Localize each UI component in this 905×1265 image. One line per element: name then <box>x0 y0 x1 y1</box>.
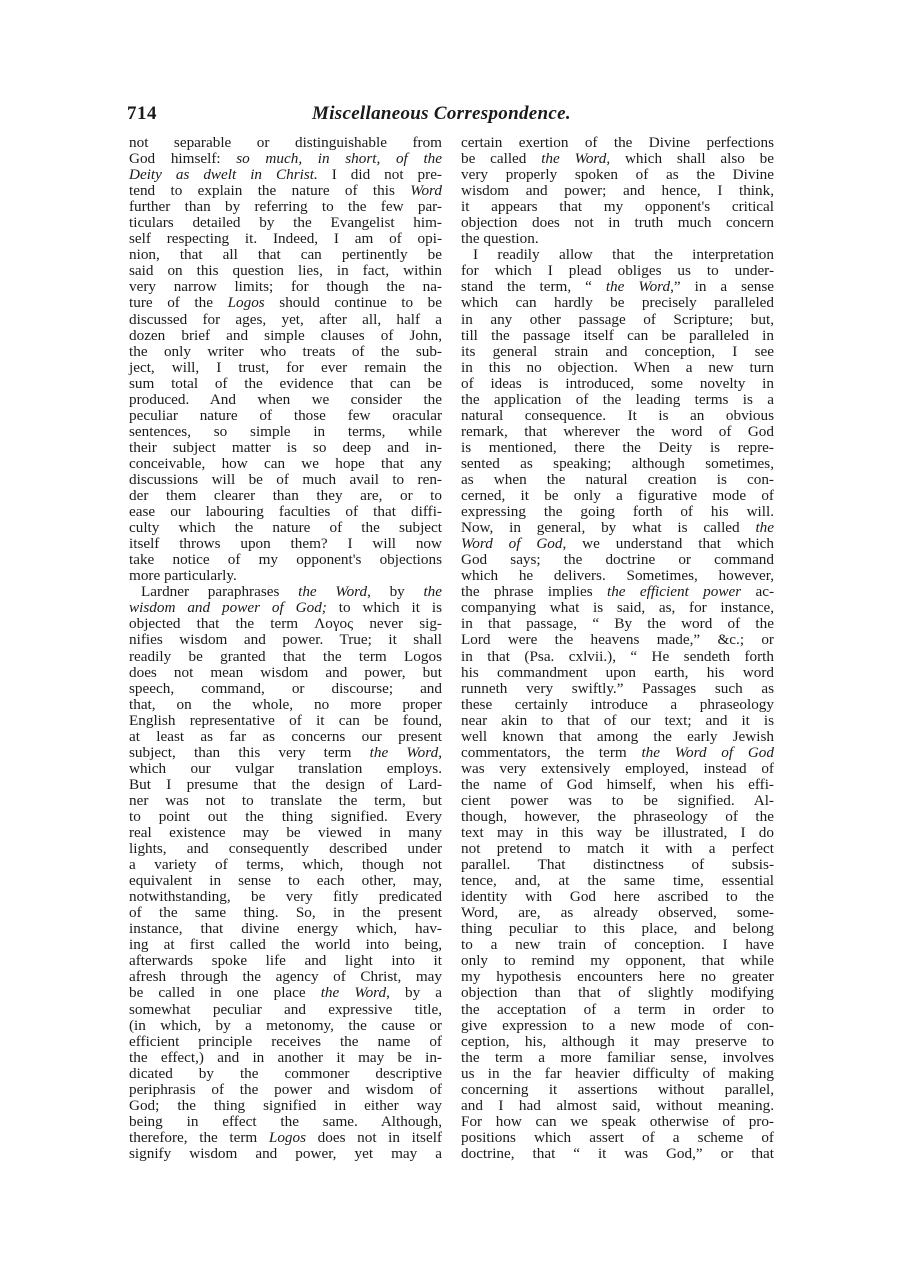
text-line: near akin to that of our text; and it is <box>461 711 774 729</box>
text-line: sum total of the evidence that can be <box>129 374 442 392</box>
text-line: ture of the Logos should continue to be <box>129 294 442 312</box>
text-line: ject, will, I trust, for ever remain the <box>129 358 442 376</box>
text-line: natural consequence. It is an obvious <box>461 406 774 424</box>
text-line: companying what is said, as, for instance, <box>461 599 774 617</box>
text-line: self respecting it. Indeed, I am of opi- <box>129 230 442 248</box>
text-line: to a new train of conception. I have <box>461 936 774 954</box>
text-line: the question. <box>461 230 539 248</box>
text-line: though, however, the phraseology of the <box>461 807 774 825</box>
text-line: the only writer who treats of the sub- <box>129 342 442 360</box>
text-line: (in which, by a metonomy, the cause or <box>129 1016 442 1034</box>
text-line: well known that among the early Jewish <box>461 727 774 745</box>
text-line: doctrine, that “ it was God,” or that <box>461 1144 774 1162</box>
text-line: be called the Word, which shall also be <box>461 150 774 168</box>
text-line: notwithstanding, be very fitly predicated <box>129 888 442 906</box>
text-line: ease our labouring faculties of that diffi- <box>129 503 442 521</box>
running-title: Miscellaneous Correspondence. <box>312 103 571 124</box>
text-line: cerned, it be only a figurative mode of <box>461 487 774 505</box>
text-line: instance, that divine energy which, hav- <box>129 920 442 938</box>
text-line: the acceptation of a term in order to <box>461 1000 774 1018</box>
text-column-left <box>129 135 442 1162</box>
text-line: readily be granted that the term Logos <box>129 647 442 665</box>
text-line: somewhat peculiar and expressive title, <box>129 1000 442 1018</box>
text-line: wisdom and power; and hence, I think, <box>461 182 774 200</box>
text-line: objected that the term Λογος never sig- <box>129 615 442 633</box>
text-line: der them clearer than they are, or to <box>129 487 442 505</box>
text-line: in that (Psa. cxlvii.), “ He sendeth forth <box>461 647 774 665</box>
text-line: dicated by the commoner descriptive <box>129 1064 442 1082</box>
text-line: positions which assert of a scheme of <box>461 1128 774 1146</box>
text-line: culty which the nature of the subject <box>129 519 442 537</box>
text-line: tend to explain the nature of this Word <box>129 182 442 200</box>
text-line: as when the natural creation is con- <box>461 470 774 488</box>
text-line: which he delivers. Sometimes, however, <box>461 567 774 585</box>
page-header <box>127 103 775 125</box>
italic-emphasis: the Word <box>298 583 368 601</box>
italic-emphasis: the Word of God <box>641 743 774 761</box>
text-line: in this no objection. When a new turn <box>461 358 774 376</box>
text-column-right <box>461 135 774 1162</box>
text-line: of ideas is introduced, some novelty in <box>461 374 774 392</box>
italic-emphasis: Word of God <box>461 535 563 553</box>
text-line: in any other passage of Scripture; but, <box>461 310 774 328</box>
page-number: 714 <box>127 103 157 124</box>
text-line: expressing the going forth of his will. <box>461 503 774 521</box>
text-line: afresh through the agency of Christ, may <box>129 968 442 986</box>
text-line: further than by referring to the few par- <box>129 198 442 216</box>
text-line: not separable or distinguishable from <box>129 134 442 151</box>
text-line: nion, that all that can pertinently be <box>129 246 442 264</box>
text-line: the phrase implies the efficient power ac- <box>461 583 774 601</box>
text-line: speech, command, or discourse; and <box>129 679 442 697</box>
text-line: very properly spoken of as the Divine <box>461 166 774 184</box>
text-line: parallel. That distinctness of subsis- <box>461 856 774 874</box>
text-line: very narrow limits; for though the na- <box>129 278 442 296</box>
text-line: that, on the whole, no more proper <box>129 695 442 713</box>
italic-emphasis: the Word <box>541 150 607 168</box>
text-line: the term a more familiar sense, involves <box>461 1048 774 1066</box>
italic-emphasis: Logos <box>227 294 265 312</box>
text-line: real existence may be viewed in many <box>129 824 442 842</box>
text-line: God says; the doctrine or command <box>461 551 774 569</box>
text-line: his commandment upon earth, his word <box>461 663 774 681</box>
text-line: dozen brief and simple clauses of John, <box>129 326 442 344</box>
text-line: For how can we speak otherwise of pro- <box>461 1112 774 1130</box>
text-line: English representative of it can be found, <box>129 711 442 729</box>
text-line: runneth very swiftly.” Passages such as <box>461 679 774 697</box>
text-line: of the same thing. So, in the present <box>129 904 442 922</box>
text-line: Deity as dwelt in Christ. I did not pre- <box>129 166 442 184</box>
text-line: at least as far as concerns our present <box>129 727 442 745</box>
text-line: ing at first called the world into being, <box>129 936 442 954</box>
text-line: Word, are, as already observed, some- <box>461 904 774 922</box>
italic-emphasis: wisdom and power of God; <box>129 599 327 617</box>
text-line: lights, and consequently described under <box>129 840 442 858</box>
text-line: afterwards spoke life and light into it <box>129 952 442 970</box>
text-line: ticulars detailed by the Evangelist him- <box>129 214 442 232</box>
text-line: therefore, the term Logos does not in itself <box>129 1128 442 1146</box>
text-line: subject, than this very term the Word, <box>129 743 442 761</box>
text-line: which can hardly be precisely paralleled <box>461 294 774 312</box>
text-line: it appears that my opponent's critical <box>461 198 774 216</box>
text-line: stand the term, “ the Word,” in a sense <box>461 278 774 296</box>
text-line: not pretend to match it with a perfect <box>461 840 774 858</box>
text-line: God himself: so much, in short, of the <box>129 150 442 168</box>
text-line: more particularly. <box>129 567 237 585</box>
italic-emphasis: Logos <box>268 1128 307 1146</box>
italic-emphasis: Deity as dwelt in Christ. <box>129 166 318 184</box>
text-line: to point out the thing signified. Every <box>129 807 442 825</box>
text-line: was very extensively employed, instead of <box>461 759 774 777</box>
text-line: take notice of my opponent's objections <box>129 551 442 569</box>
italic-emphasis: the <box>423 583 442 601</box>
text-line: the name of God himself, when his effi- <box>461 775 774 793</box>
text-line: these certainly introduce a phraseology <box>461 695 774 713</box>
italic-emphasis: the Word <box>320 984 387 1002</box>
text-line: tence, and, at the same time, essential <box>461 872 774 890</box>
text-line: in that passage, “ By the word of the <box>461 615 774 633</box>
text-line: a variety of terms, which, though not <box>129 856 442 874</box>
italic-emphasis: the efficient power <box>606 583 742 601</box>
italic-emphasis: the <box>755 519 774 537</box>
italic-emphasis: Word <box>410 182 442 200</box>
text-line: the effect,) and in another it may be in- <box>129 1048 442 1066</box>
text-line: periphrasis of the power and wisdom of <box>129 1080 442 1098</box>
italic-emphasis: the Word <box>605 278 671 296</box>
text-line: God; the thing signified in either way <box>129 1096 442 1114</box>
text-line: peculiar nature of those few oracular <box>129 406 442 424</box>
text-line: itself throws upon them? I will now <box>129 535 442 553</box>
text-line: produced. And when we consider the <box>129 390 442 408</box>
text-line: identity with God here ascribed to the <box>461 888 774 906</box>
text-line: cient power was to be signified. Al- <box>461 791 774 809</box>
text-line: for which I plead obliges us to under- <box>461 262 774 280</box>
text-line: Word of God, we understand that which <box>461 535 774 553</box>
text-line: till the passage itself can be paralleled in <box>461 326 774 344</box>
text-line: concerning it assertions without parallel, <box>461 1080 774 1098</box>
text-line: ner was not to translate the term, but <box>129 791 442 809</box>
text-line: and I had almost said, without meaning. <box>461 1096 774 1114</box>
text-line: efficient principle receives the name of <box>129 1032 442 1050</box>
italic-emphasis: so much, in short, of the <box>236 150 442 168</box>
text-line: being in effect the same. Although, <box>129 1112 442 1130</box>
text-line: wisdom and power of God; to which it is <box>129 599 442 617</box>
text-line: us in the far heavier difficulty of making <box>461 1064 774 1082</box>
text-line: give expression to a new mode of con- <box>461 1016 774 1034</box>
text-line: which our vulgar translation employs. <box>129 759 442 777</box>
text-line: certain exertion of the Divine perfections <box>461 134 774 151</box>
italic-emphasis: the Word <box>369 743 439 761</box>
text-line: objection does not in truth much concern <box>461 214 774 232</box>
text-line: the application of the leading terms is a <box>461 390 774 408</box>
text-line: thing peculiar to this place, and belong <box>461 920 774 938</box>
text-line: Lardner paraphrases the Word, by the <box>141 583 442 601</box>
text-line: signify wisdom and power, yet may a <box>129 1144 442 1162</box>
text-line: commentators, the term the Word of God <box>461 743 774 761</box>
text-line: objection than that of slightly modifying <box>461 984 774 1002</box>
text-line: equivalent in sense to each other, may, <box>129 872 442 890</box>
text-line: sented as speaking; although sometimes, <box>461 454 774 472</box>
text-line: remark, that wherever the word of God <box>461 422 774 440</box>
text-line: discussed for ages, yet, after all, half a <box>129 310 442 328</box>
text-line: Lord were the heavens made,” &c.; or <box>461 631 774 649</box>
text-line: its general strain and conception, I see <box>461 342 774 360</box>
text-line: said on this question lies, in fact, within <box>129 262 442 280</box>
text-line: sentences, so simple in terms, while <box>129 422 442 440</box>
text-line: ception, his, although it may preserve to <box>461 1032 774 1050</box>
text-line: is mentioned, there the Deity is repre- <box>461 438 774 456</box>
text-line: Now, in general, by what is called the <box>461 519 774 537</box>
text-line: be called in one place the Word, by a <box>129 984 442 1002</box>
text-line: I readily allow that the interpretation <box>473 246 774 264</box>
text-line: text may in this way be illustrated, I do <box>461 824 774 842</box>
text-line: conceivable, how can we hope that any <box>129 454 442 472</box>
text-line: nifies wisdom and power. True; it shall <box>129 631 442 649</box>
text-line: But I presume that the design of Lard- <box>129 775 442 793</box>
text-line: does not mean wisdom and power, but <box>129 663 442 681</box>
text-line: discussions will be of much avail to ren- <box>129 470 442 488</box>
text-line: my hypothesis encounters here no greater <box>461 968 774 986</box>
text-line: their subject matter is so deep and in- <box>129 438 442 456</box>
text-line: only to remind my opponent, that while <box>461 952 774 970</box>
